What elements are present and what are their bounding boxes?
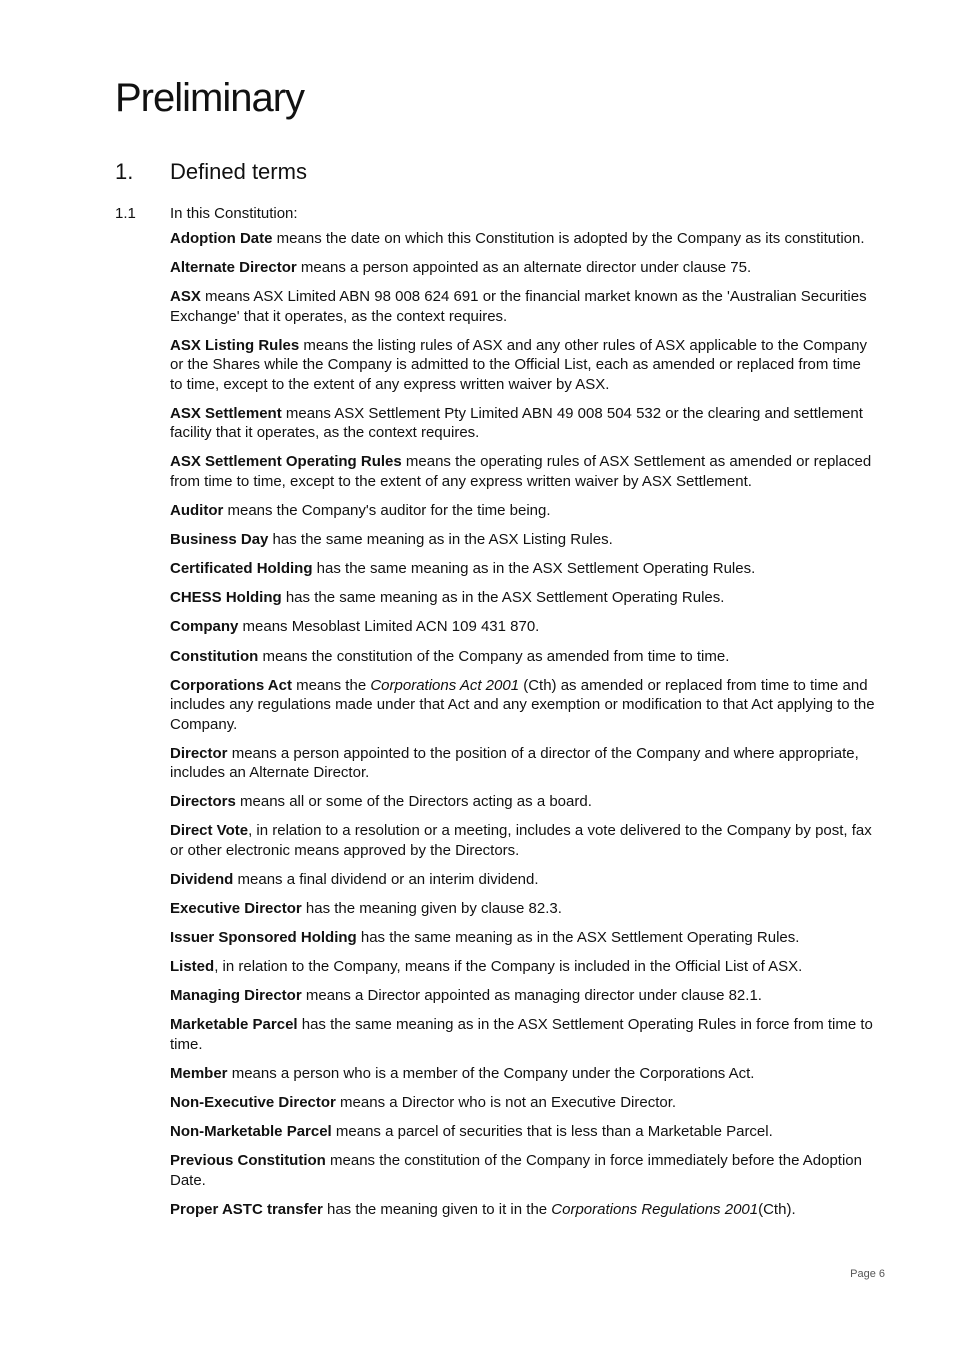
definition-item <box>170 1093 875 1113</box>
definition-term: Certificated Holding <box>170 560 313 578</box>
definition-text: means the constitution of the Company in force immediately before the Adoption Date. <box>170 1152 862 1189</box>
definition-text: means the <box>291 676 371 694</box>
definition-italic-text: Corporations Regulations 2001 <box>551 1200 759 1218</box>
definition-text: means a final dividend or an interim dividend. <box>233 871 539 888</box>
definition-term: Executive Director <box>170 900 302 918</box>
definition-text: , in relation to the Company, means if the Company is included in the Official List of ASX. <box>214 958 803 976</box>
definition-text: means the operating rules of ASX Settlement as amended or replaced from time to time, except to the extent of any express written waiver by ASX Settlement. <box>170 453 872 490</box>
definition-term: ASX Settlement Operating Rules <box>170 453 402 471</box>
definition-text: means the date on which this Constitution is adopted by the Company as its constitution. <box>272 230 865 247</box>
definition-text: , in relation to a resolution or a meeting, includes a vote delivered to the Company by post, fax or other electronic means approved by the Directors. <box>170 822 872 859</box>
definition-item <box>170 986 875 1006</box>
definition-term: Marketable Parcel <box>170 1016 298 1034</box>
definition-text: means all or some of the Directors acting as a board. <box>235 793 592 811</box>
section-title: Defined terms <box>170 159 307 184</box>
definition-item <box>170 452 875 491</box>
definition-term: Managing Director <box>170 987 302 1005</box>
definition-item <box>170 1151 875 1190</box>
definition-text: has the meaning given by clause 82.3. <box>301 900 562 918</box>
definition-text: has the same meaning as in the ASX Settlement Operating Rules. <box>356 929 800 947</box>
definition-term: Dividend <box>170 871 234 888</box>
definition-item <box>170 870 875 890</box>
definition-item <box>170 821 875 860</box>
definition-text: has the same meaning as in the ASX Settlement Operating Rules in force from time to time. <box>170 1016 873 1053</box>
definition-text: means a person who is a member of the Company under the Corporations Act. <box>227 1065 755 1083</box>
definition-term: Previous Constitution <box>170 1152 326 1170</box>
definition-item <box>170 957 875 977</box>
definition-text: has the same meaning as in the ASX Settlement Operating Rules. <box>281 589 725 607</box>
definition-term: ASX Listing Rules <box>170 336 300 354</box>
definition-term: ASX <box>170 288 201 306</box>
clause-1-1 <box>115 204 875 225</box>
definition-item <box>170 647 875 667</box>
definition-term: Proper ASTC transfer <box>170 1200 323 1218</box>
definition-term: Corporations Act <box>170 676 292 694</box>
definition-term: Director <box>170 744 228 762</box>
definition-italic-text: Corporations Act 2001 <box>370 676 520 694</box>
definition-text: means the Company's auditor for the time being. <box>223 502 551 520</box>
definition-text: has the same meaning as in the ASX Settlement Operating Rules. <box>312 560 756 578</box>
definition-item <box>170 744 875 783</box>
definition-term: Issuer Sponsored Holding <box>170 929 357 947</box>
page-number: Page 6 <box>850 1268 885 1280</box>
definition-text: means a person appointed to the position of a director of the Company and where appropriate, includes an Alternate Director. <box>170 744 859 782</box>
definition-item <box>170 1015 875 1054</box>
clause-intro-text: In this Constitution: <box>170 205 298 222</box>
definition-item <box>170 792 875 812</box>
definition-item <box>170 899 875 919</box>
section-number: 1. <box>115 159 134 184</box>
definition-term: ASX Settlement <box>170 404 282 422</box>
definition-term: Directors <box>170 793 236 811</box>
definition-term: Member <box>170 1065 228 1083</box>
definition-text: means ASX Settlement Pty Limited ABN 49 008 504 532 or the clearing and settlement facility that it operates, as the context requires. <box>170 404 863 442</box>
definition-item <box>170 229 875 249</box>
definition-term: Alternate Director <box>170 259 297 277</box>
definition-item <box>170 1122 875 1142</box>
definition-item <box>170 287 875 326</box>
definition-text-continued: (Cth). <box>758 1200 796 1218</box>
definition-item <box>170 676 875 735</box>
definition-text: has the same meaning as in the ASX Listing Rules. <box>268 531 613 549</box>
definition-item <box>170 1064 875 1084</box>
definition-text: means a Director who is not an Executive Director. <box>335 1094 677 1112</box>
definition-text: means a Director appointed as managing director under clause 82.1. <box>301 987 762 1005</box>
definition-item <box>170 1200 875 1220</box>
definition-term: Adoption Date <box>170 230 273 247</box>
definition-term: Non-Marketable Parcel <box>170 1123 332 1141</box>
definition-text: has the meaning given to it in the <box>322 1200 552 1218</box>
definition-term: Direct Vote <box>170 822 249 840</box>
definition-text: means Mesoblast Limited ACN 109 431 870. <box>238 618 540 636</box>
page-title: Preliminary <box>115 76 305 120</box>
definition-term: Company <box>170 618 239 636</box>
definition-text: means a parcel of securities that is less than a Marketable Parcel. <box>331 1123 773 1141</box>
definition-item <box>170 559 875 579</box>
definition-term: Listed <box>170 958 215 976</box>
definition-text: means a person appointed as an alternate director under clause 75. <box>296 259 752 277</box>
definition-term: Non-Executive Director <box>170 1094 336 1112</box>
definition-text: means ASX Limited ABN 98 008 624 691 or the financial market known as the 'Australian Securities Exchange' that it operates, as the context requires. <box>170 288 867 325</box>
definition-term: Business Day <box>170 531 269 549</box>
clause-intro <box>115 204 875 225</box>
definition-term: Auditor <box>170 502 224 520</box>
definition-item <box>170 404 875 443</box>
definition-item <box>170 258 875 278</box>
definition-item <box>170 588 875 608</box>
section-heading <box>115 157 307 187</box>
definition-term: Constitution <box>170 647 259 665</box>
definition-item <box>170 617 875 637</box>
definition-text-continued: (Cth) as amended or replaced from time to time and includes any regulations made under that Act and any exemption or modification to that Act applying to the Company. <box>170 676 875 733</box>
definition-term: CHESS Holding <box>170 589 282 607</box>
definition-item <box>170 336 875 395</box>
definition-item <box>170 501 875 521</box>
definition-text: means the listing rules of ASX and any other rules of ASX applicable to the Company or the Shares while the Company is admitted to the Official List, each as amended or replaced from time to time, except to the extent of any express written waiver by ASX. <box>170 336 868 393</box>
definition-item <box>170 530 875 550</box>
clause-number: 1.1 <box>115 205 136 222</box>
definition-item <box>170 928 875 948</box>
definitions-list <box>170 229 875 1229</box>
definition-text: means the constitution of the Company as amended from time to time. <box>258 647 730 665</box>
